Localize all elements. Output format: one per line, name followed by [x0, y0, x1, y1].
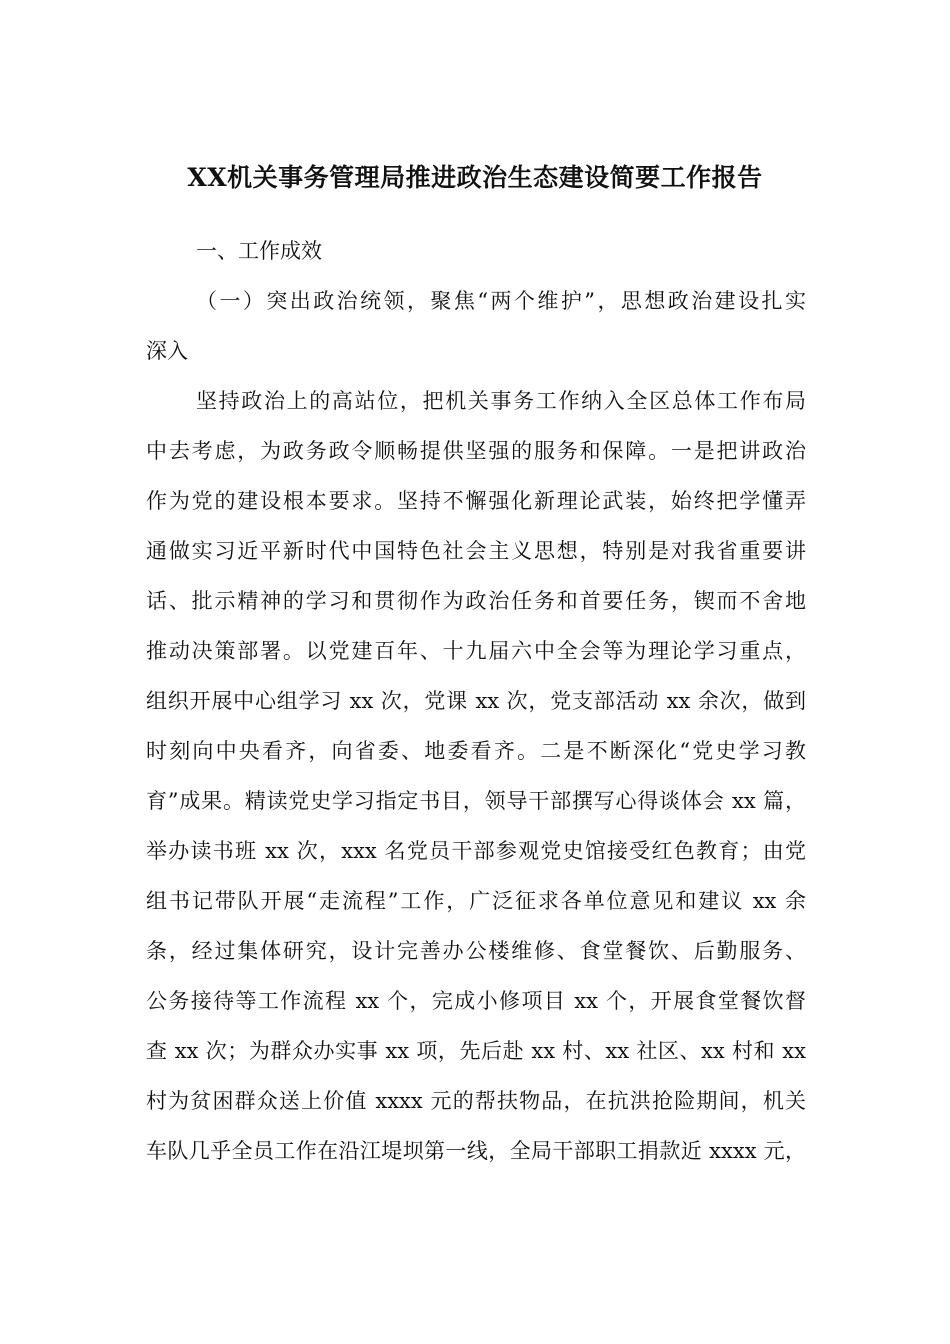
subsection-heading-line-1: （一）突出政治统领，聚焦“两个维护”，思想政治建设扎实	[196, 289, 806, 313]
document-title: XX机关事务管理局推进政治生态建设简要工作报告	[187, 163, 763, 192]
body-line: 育”成果。精读党史学习指定书目，领导干部撰写心得谈体会 xx 篇，	[146, 789, 806, 813]
section-heading: 一、工作成效	[196, 239, 322, 263]
body-line: 公务接待等工作流程 xx 个，完成小修项目 xx 个，开展食堂餐饮督	[146, 989, 806, 1013]
body-line: 坚持政治上的高站位，把机关事务工作纳入全区总体工作布局	[196, 389, 806, 413]
body-line: 查 xx 次；为群众办实事 xx 项，先后赴 xx 村、xx 社区、xx 村和 xx	[146, 1039, 806, 1063]
body-line: 通做实习近平新时代中国特色社会主义思想，特别是对我省重要讲	[146, 539, 806, 563]
body-line: 村为贫困群众送上价值 xxxx 元的帮扶物品，在抗洪抢险期间，机关	[146, 1089, 806, 1113]
body-line: 条，经过集体研究，设计完善办公楼维修、食堂餐饮、后勤服务、	[146, 939, 806, 963]
body-line: 组书记带队开展“走流程”工作，广泛征求各单位意见和建议 xx 余	[146, 889, 806, 913]
body-line: 车队几乎全员工作在沿江堤坝第一线，全局干部职工捐款近 xxxx 元，	[146, 1139, 806, 1163]
body-line: 时刻向中央看齐，向省委、地委看齐。二是不断深化“党史学习教	[146, 739, 806, 763]
body-line: 作为党的建设根本要求。坚持不懈强化新理论武装，始终把学懂弄	[146, 489, 806, 513]
body-line: 组织开展中心组学习 xx 次，党课 xx 次，党支部活动 xx 余次，做到	[146, 689, 806, 713]
body-line: 话、批示精神的学习和贯彻作为政治任务和首要任务，锲而不舍地	[146, 589, 806, 613]
body-line: 推动决策部署。以党建百年、十九届六中全会等为理论学习重点，	[146, 639, 806, 663]
subsection-heading-line-2: 深入	[146, 339, 188, 363]
body-line: 举办读书班 xx 次，xxx 名党员干部参观党史馆接受红色教育；由党	[146, 839, 806, 863]
body-line: 中去考虑，为政务政令顺畅提供坚强的服务和保障。一是把讲政治	[146, 439, 806, 463]
